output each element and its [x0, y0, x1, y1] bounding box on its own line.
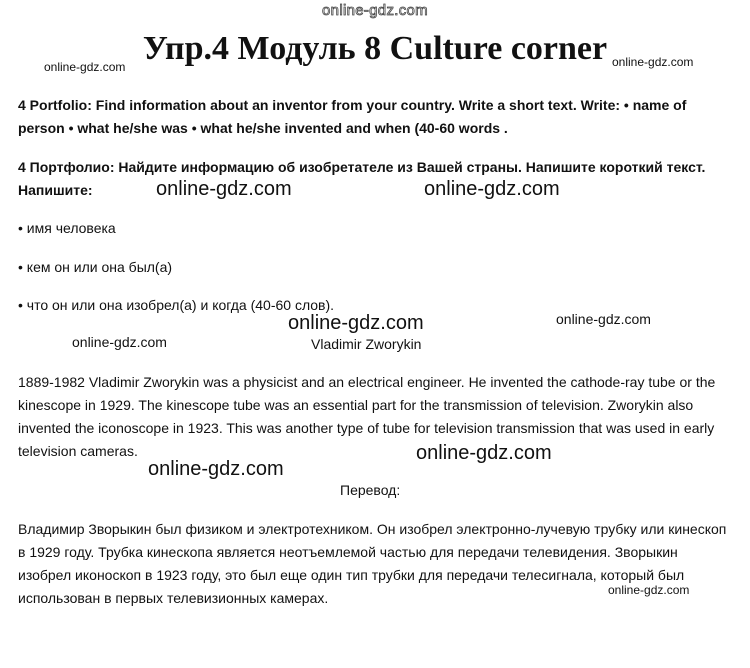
- watermark-top: online-gdz.com: [322, 2, 428, 19]
- translation-label: Перевод:: [340, 482, 401, 498]
- bullet-item: • кем он или она был(а): [18, 259, 173, 275]
- bullet-item: • что он или она изобрел(а) и когда (40-60 слов).: [18, 297, 335, 313]
- answer-english: 1889-1982 Vladimir Zworykin was a physicist and an electrical engineer. He invented the cathode-ray tube or the kinescope in 1929. The kinescope tube was an essential part for the transmission of television. Zworykin also invented the iconoscope in 1923. This was another type of tube for television transmission that was used in early television cameras.: [18, 374, 716, 459]
- watermark: online-gdz.com: [148, 458, 284, 480]
- bullet-item: • имя человека: [18, 220, 116, 236]
- watermark: online-gdz.com: [156, 178, 292, 200]
- watermark: online-gdz.com: [608, 583, 690, 597]
- answer-russian: Владимир Зворыкин был физиком и электротехником. Он изобрел электронно-лучевую трубку или кинескоп в 1929 году. Трубка кинескопа является неотъемлемой частью для передачи телевидения. Зворыкин изобрел иконоскоп в 1923 году, это был еще один тип трубки для передачи телесигнала, который был использован в первых телевизионных камерах.: [18, 521, 727, 606]
- answer-title: Vladimir Zworykin: [311, 336, 422, 352]
- watermark: online-gdz.com: [416, 442, 552, 464]
- watermark: online-gdz.com: [44, 60, 126, 74]
- task-english: 4 Portfolio: Find information about an inventor from your country. Write a short text. Write: • name of person • what he/she was • what he/she invented and when (40-60 words .: [18, 97, 687, 136]
- watermark: online-gdz.com: [556, 311, 651, 327]
- task-russian: 4 Портфолио: Найдите информацию об изобретателе из Вашей страны. Напишите короткий текст. Напишите:: [18, 159, 706, 198]
- watermark: online-gdz.com: [288, 312, 424, 334]
- watermark: online-gdz.com: [72, 334, 167, 350]
- watermark: online-gdz.com: [424, 178, 560, 200]
- watermark: online-gdz.com: [612, 55, 694, 69]
- page-title: Упр.4 Модуль 8 Culture corner: [142, 30, 608, 67]
